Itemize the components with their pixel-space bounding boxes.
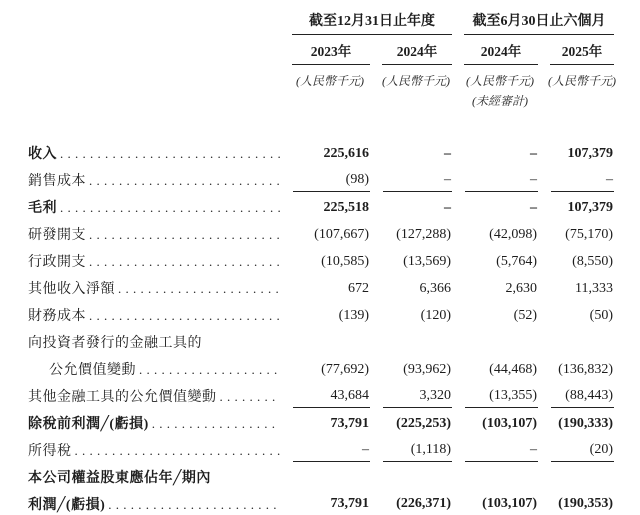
row-label: 其他收入淨額 <box>28 282 115 297</box>
col-group-title: 截至12月31日止年度 <box>292 10 452 35</box>
row-label: 所得稅 <box>28 444 72 459</box>
value-cell <box>452 381 538 408</box>
value-cell <box>370 381 452 408</box>
value-cell <box>452 219 538 246</box>
value-cell <box>538 246 614 273</box>
value-cell <box>280 165 370 192</box>
table-body <box>28 138 614 515</box>
cell-value: (50) <box>589 308 613 323</box>
row-label: 研發開支 <box>28 228 86 243</box>
value-cell <box>370 138 452 165</box>
value-cell <box>280 138 370 165</box>
value-cell <box>452 435 538 462</box>
value-cell <box>280 300 370 327</box>
col-unit <box>280 65 370 89</box>
col-year-label: 2024年 <box>464 35 538 65</box>
cell-value: (42,098) <box>489 227 537 242</box>
cell-value: (8,550) <box>572 254 613 269</box>
empty-cell <box>28 65 280 89</box>
row-label-cell <box>28 408 280 435</box>
row-label: 公允價值變動 <box>49 363 136 378</box>
value-cell <box>538 489 614 515</box>
cell-value: – <box>530 200 537 215</box>
value-cell <box>280 408 370 435</box>
value-cell <box>280 246 370 273</box>
value-cell <box>452 327 538 354</box>
value-cell <box>280 462 370 489</box>
value-cell <box>452 165 538 192</box>
cell-value: (190,333) <box>558 416 613 431</box>
col-year-label: 2023年 <box>292 35 370 65</box>
note-header-row <box>28 89 614 109</box>
cell-value: 107,379 <box>567 200 613 215</box>
dot-leader <box>139 362 280 378</box>
col-unit <box>538 65 614 89</box>
row-label: 財務成本 <box>28 309 86 324</box>
dot-leader <box>118 281 280 297</box>
cell-value: – <box>465 172 538 192</box>
cell-value: 73,791 <box>293 496 370 515</box>
row-label-cell <box>28 246 280 273</box>
dot-leader <box>220 389 281 405</box>
value-cell <box>538 138 614 165</box>
empty-cell <box>280 89 370 109</box>
col-note-unaudited <box>452 89 538 109</box>
value-cell <box>538 381 614 408</box>
value-cell <box>538 165 614 192</box>
cell-value: – <box>530 146 537 161</box>
value-cell <box>538 273 614 300</box>
cell-value: (103,107) <box>465 496 538 515</box>
cell-value: (225,253) <box>396 416 451 431</box>
row-label-cell <box>28 192 280 219</box>
dot-leader <box>108 497 280 513</box>
table-row <box>28 462 614 489</box>
value-cell <box>370 408 452 435</box>
value-cell <box>538 435 614 462</box>
value-cell <box>538 462 614 489</box>
dot-leader <box>152 416 280 432</box>
row-label: 銷售成本 <box>28 174 86 189</box>
dot-leader <box>89 173 280 189</box>
col-group-title: 截至6月30日止六個月 <box>464 10 614 35</box>
row-label: 利潤╱(虧損) <box>28 498 106 513</box>
cell-value: (139) <box>338 308 369 323</box>
value-cell <box>370 165 452 192</box>
value-cell <box>370 327 452 354</box>
value-cell <box>370 435 452 462</box>
value-cell <box>452 354 538 381</box>
cell-value: (107,667) <box>314 227 369 242</box>
row-label-cell <box>28 381 280 408</box>
table-row <box>28 300 614 327</box>
col-unit <box>452 65 538 89</box>
table-row <box>28 165 614 192</box>
cell-value: (77,692) <box>321 362 369 377</box>
dot-leader <box>75 443 281 459</box>
value-cell <box>452 138 538 165</box>
cell-value: – <box>383 172 452 192</box>
value-cell <box>280 354 370 381</box>
value-cell <box>370 246 452 273</box>
col-year-2024-interim <box>452 35 538 65</box>
currency-unit-label: (人民幣千元) <box>296 74 364 88</box>
col-year-2023 <box>280 35 370 65</box>
value-cell <box>452 192 538 219</box>
row-label-cell <box>28 219 280 246</box>
cell-value: 225,518 <box>323 200 369 215</box>
cell-value: – <box>444 200 451 215</box>
currency-unit-label: (人民幣千元) <box>548 74 616 88</box>
empty-cell <box>28 89 280 109</box>
value-cell <box>280 273 370 300</box>
row-label: 收入 <box>28 147 57 162</box>
row-label-cell <box>28 489 280 515</box>
value-cell <box>452 273 538 300</box>
value-cell <box>370 489 452 515</box>
row-label-cell <box>28 354 280 381</box>
dot-leader <box>89 227 280 243</box>
cell-value: 6,366 <box>419 281 451 296</box>
table-row <box>28 354 614 381</box>
col-year-2024 <box>370 35 452 65</box>
col-year-2025 <box>538 35 614 65</box>
cell-value: 43,684 <box>293 388 370 408</box>
cell-value: 225,616 <box>323 146 369 161</box>
cell-value: 11,333 <box>575 281 613 296</box>
value-cell <box>370 219 452 246</box>
value-cell <box>280 489 370 515</box>
col-group-interim <box>452 10 614 35</box>
value-cell <box>452 489 538 515</box>
row-label: 本公司權益股東應佔年╱期內 <box>28 471 211 486</box>
row-label-cell <box>28 327 280 354</box>
dot-leader <box>60 200 280 216</box>
cell-value: (75,170) <box>565 227 613 242</box>
cell-value: (93,962) <box>403 362 451 377</box>
table-row <box>28 381 614 408</box>
empty-cell <box>370 89 452 109</box>
table-row <box>28 246 614 273</box>
value-cell <box>538 354 614 381</box>
cell-value: – <box>293 442 370 462</box>
empty-cell <box>28 35 280 65</box>
dot-leader <box>60 146 280 162</box>
cell-value: – <box>465 442 538 462</box>
spacer-row <box>28 109 614 138</box>
cell-value: (136,832) <box>558 362 613 377</box>
value-cell <box>370 273 452 300</box>
dot-leader <box>89 308 280 324</box>
cell-value: (1,118) <box>383 442 452 462</box>
value-cell <box>280 192 370 219</box>
table-row <box>28 408 614 435</box>
row-label: 其他金融工具的公允價值變動 <box>28 390 217 405</box>
cell-value: (190,353) <box>551 496 614 515</box>
col-unit <box>370 65 452 89</box>
value-cell <box>280 435 370 462</box>
value-cell <box>370 354 452 381</box>
table-row <box>28 435 614 462</box>
cell-value: – <box>551 172 614 192</box>
unaudited-note-label: (未經審計) <box>472 94 528 108</box>
row-label-cell <box>28 300 280 327</box>
cell-value: 3,320 <box>383 388 452 408</box>
dot-leader <box>89 254 280 270</box>
value-cell <box>452 300 538 327</box>
table-row <box>28 219 614 246</box>
column-group-row <box>28 10 614 35</box>
col-year-label: 2025年 <box>550 35 614 65</box>
cell-value: (226,371) <box>383 496 452 515</box>
value-cell <box>280 381 370 408</box>
row-label: 向投資者發行的金融工具的 <box>28 336 202 351</box>
table-row <box>28 273 614 300</box>
cell-value: (120) <box>420 308 451 323</box>
cell-value: (13,355) <box>465 388 538 408</box>
col-year-label: 2024年 <box>382 35 452 65</box>
row-label-cell <box>28 462 280 489</box>
col-group-annual <box>280 10 452 35</box>
cell-value: (127,288) <box>396 227 451 242</box>
cell-value: (44,468) <box>489 362 537 377</box>
value-cell <box>370 192 452 219</box>
cell-value: (10,585) <box>321 254 369 269</box>
table-row <box>28 138 614 165</box>
income-statement-table <box>28 10 614 515</box>
table-row <box>28 327 614 354</box>
value-cell <box>538 192 614 219</box>
cell-value: (88,443) <box>551 388 614 408</box>
value-cell <box>280 219 370 246</box>
empty-cell <box>538 89 614 109</box>
cell-value: – <box>444 146 451 161</box>
value-cell <box>370 300 452 327</box>
value-cell <box>538 327 614 354</box>
unit-header-row <box>28 65 614 89</box>
value-cell <box>538 219 614 246</box>
cell-value: 2,630 <box>505 281 537 296</box>
cell-value: 672 <box>348 281 369 296</box>
cell-value: (5,764) <box>496 254 537 269</box>
row-label-cell <box>28 165 280 192</box>
row-label: 行政開支 <box>28 255 86 270</box>
cell-value: (98) <box>293 172 370 192</box>
row-label-cell <box>28 273 280 300</box>
table-row <box>28 192 614 219</box>
value-cell <box>538 408 614 435</box>
row-label: 除稅前利潤╱(虧損) <box>28 417 149 432</box>
value-cell <box>452 246 538 273</box>
currency-unit-label: (人民幣千元) <box>466 74 534 88</box>
cell-value: (103,107) <box>482 416 537 431</box>
cell-value: (20) <box>551 442 614 462</box>
value-cell <box>538 300 614 327</box>
row-label-cell <box>28 435 280 462</box>
value-cell <box>280 327 370 354</box>
currency-unit-label: (人民幣千元) <box>382 74 450 88</box>
value-cell <box>370 462 452 489</box>
value-cell <box>452 408 538 435</box>
row-label: 毛利 <box>28 201 57 216</box>
cell-value: 107,379 <box>567 146 613 161</box>
cell-value: (52) <box>513 308 537 323</box>
cell-value: 73,791 <box>330 416 369 431</box>
value-cell <box>452 462 538 489</box>
table-row <box>28 489 614 515</box>
row-label-cell <box>28 138 280 165</box>
empty-corner-cell <box>28 10 280 35</box>
year-header-row <box>28 35 614 65</box>
cell-value: (13,569) <box>403 254 451 269</box>
